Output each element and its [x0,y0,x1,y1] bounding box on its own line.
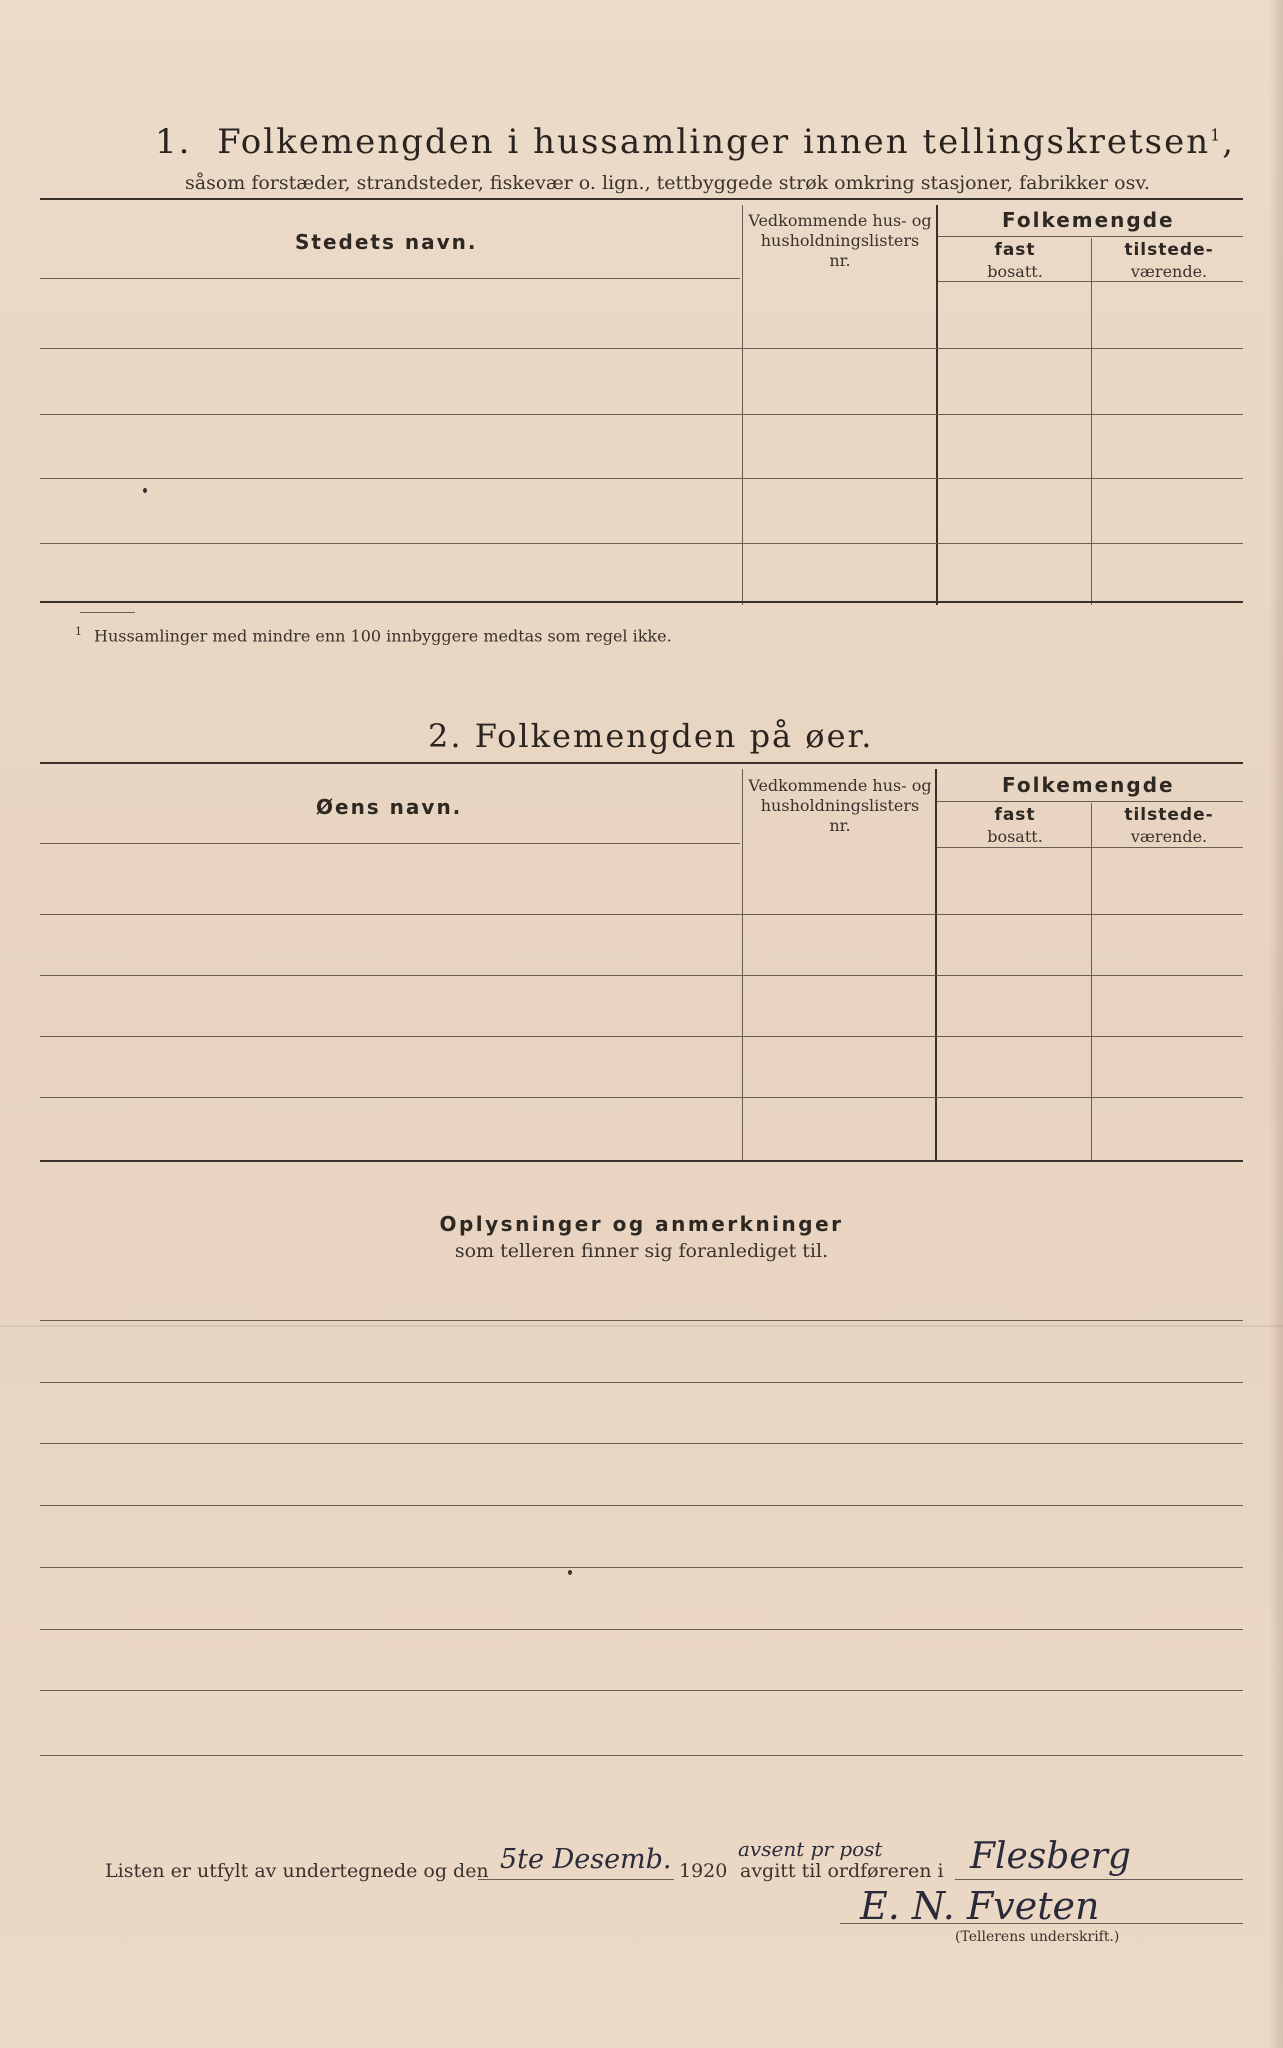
table2-list-header: Vedkommende hus- og husholdningslisters nr. [748,776,932,835]
table2-vaerende-header: værende. [1130,827,1208,846]
table2-tilstede-header: tilstede- [1124,805,1214,825]
table2-row-rule [40,1036,1243,1037]
footnote-rule [80,612,135,613]
section1-footnote: $^1$ Hussamlinger med mindre enn 100 innbyggere medtas som regel ikke. [75,625,672,646]
date-fill-line [478,1879,674,1880]
table1-pop-header: Folkemengde [1002,208,1175,232]
table1-col-divider [742,205,743,605]
table1-fast-header: fast [994,240,1036,260]
remarks-line [40,1755,1243,1756]
handwritten-signature: E. N. Fveten [860,1884,1100,1928]
remarks-line [40,1443,1243,1444]
section2-title: 2. Folkemengden på øer. [428,717,874,755]
table1-top-rule [40,198,1243,200]
handwritten-place: Flesberg [970,1836,1131,1877]
remarks-subtitle: som telleren finner sig foranlediget til. [454,1240,829,1262]
table2-pop-header: Folkemengde [1002,773,1175,797]
table1-header-rule [40,278,740,279]
table1-row-rule [40,478,1243,479]
table2-bottom-rule [40,1160,1243,1162]
table2-row-rule [40,1097,1243,1098]
table2-bosatt-header: bosatt. [987,827,1043,846]
remarks-line [40,1505,1243,1506]
table1-tilstede-header: tilstede- [1124,240,1214,260]
table1-row-rule [40,414,1243,415]
table2-row-rule [40,914,1243,915]
table2-col-divider [1091,803,1092,1162]
table2-col-divider [742,769,743,1162]
handwritten-annotation: avsent pr post [738,1837,883,1861]
table1-col-divider [936,205,938,605]
signature-year: 1920 [679,1860,728,1882]
place-fill-line [955,1879,1243,1880]
table1-col-divider [1091,238,1092,605]
remarks-title: Oplysninger og anmerkninger [439,1212,844,1236]
table1-row-rule [40,348,1243,349]
remarks-line [40,1629,1243,1630]
handwritten-date: 5te Desemb. [500,1844,672,1875]
paper-edge [1269,0,1283,2048]
table1-list-header: Vedkommende hus- og husholdningslisters nr. [748,211,932,270]
remarks-line [40,1320,1243,1321]
table2-col-divider [935,769,937,1162]
table1-pop-rule [937,236,1243,237]
table1-row-rule [40,543,1243,544]
table1-pop-header-rule [937,281,1243,282]
table2-row-rule [40,975,1243,976]
table2-top-rule [40,762,1243,764]
section1-title: 1. Folkemengden i hussamlinger innen tellingskretsen$^1$, [155,122,1236,162]
signature-intro-text: Listen er utfylt av undertegnede og den [105,1860,489,1882]
remarks-line [40,1690,1243,1691]
remarks-line [40,1567,1243,1568]
table2-pop-header-rule [937,847,1243,848]
ink-dot [568,1570,572,1575]
signature-fill-line [840,1923,1243,1924]
ink-dot [143,488,147,493]
table2-place-header: Øens navn. [316,795,463,819]
remarks-line [40,1382,1243,1383]
table1-vaerende-header: værende. [1130,262,1208,281]
signature-caption: (Tellerens underskrift.) [955,1929,1120,1945]
table1-bottom-rule [40,601,1243,603]
table1-place-header: Stedets navn. [295,230,478,254]
table1-bosatt-header: bosatt. [987,262,1043,281]
paper-fold [0,1325,1283,1327]
table2-pop-rule [937,801,1243,802]
table2-header-rule [40,843,740,844]
section1-subtitle: såsom forstæder, strandsteder, fiskevær o. lign., tettbyggede strøk omkring stasjoner, fabrikker osv. [185,172,1150,194]
signature-middle-text: avgitt til ordføreren i [740,1860,944,1882]
table2-fast-header: fast [994,805,1036,825]
